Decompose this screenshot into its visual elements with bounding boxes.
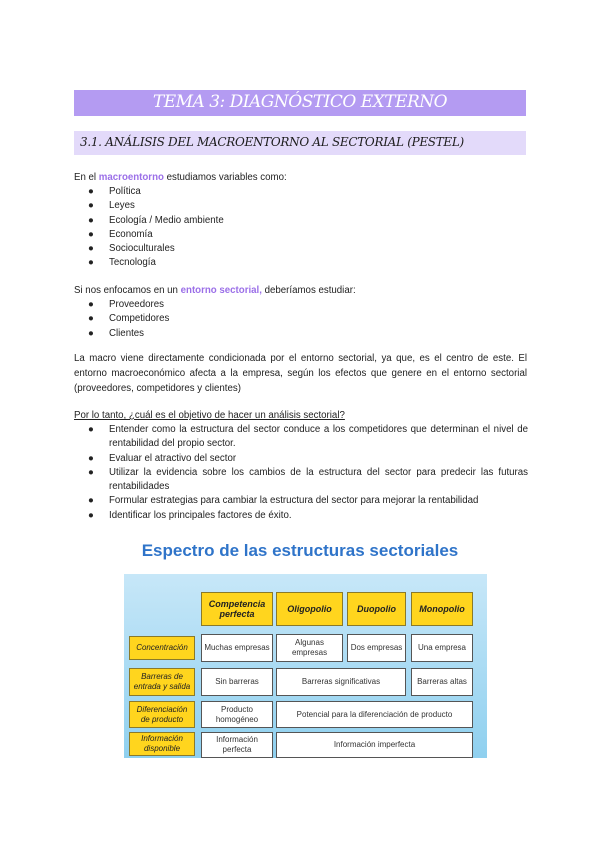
list-item: ● Entender como la estructura del sector conduce a los competidores que determinan el nivel de rentabilidad del propio sector. — [88, 424, 528, 450]
list-item: ● Competidores — [88, 312, 169, 326]
bullet-icon: ● — [88, 214, 94, 226]
bullet-icon: ● — [88, 452, 94, 464]
row-label-diferenciacion: Diferenciación de producto — [129, 701, 195, 728]
sector-list — [88, 298, 169, 341]
body-paragraph: La macro viene directamente condicionada por el entorno sectorial, ya que, es el centro de este. El entorno macroeconómico afecta a la empresa, según los efectos que genere en el entorno sectorial (proveedores, competidores y clientes) — [74, 353, 527, 394]
cell-barreras-altas: Barreras altas — [411, 668, 473, 696]
section-banner — [74, 131, 526, 155]
bullet-icon: ● — [88, 424, 94, 435]
list-item: ● Política — [88, 185, 224, 199]
cell-informacion-perfecta: Información perfecta — [201, 732, 273, 758]
list-item: ● Ecología / Medio ambiente — [88, 214, 224, 228]
row-label-informacion: Información disponible — [129, 732, 195, 756]
bullet-icon: ● — [88, 186, 94, 197]
page-title: TEMA 3: DIAGNÓSTICO EXTERNO — [152, 92, 448, 112]
header-competencia: Competencia perfecta — [201, 592, 273, 626]
section-title: 3.1. ANÁLISIS DEL MACROENTORNO AL SECTORIAL (PESTEL) — [80, 135, 464, 149]
bullet-icon: ● — [88, 509, 94, 521]
row-label-concentracion: Concentración — [129, 636, 195, 660]
list-item: ● Clientes — [88, 327, 169, 341]
list-item: ● Evaluar el atractivo del sector — [88, 452, 528, 466]
bullet-icon: ● — [88, 228, 94, 240]
objective-list — [88, 423, 528, 523]
list-item: ● Identificar los principales factores de éxito. — [88, 509, 528, 523]
cell-algunas-empresas: Algunas empresas — [276, 634, 343, 662]
bullet-icon: ● — [88, 257, 94, 269]
macro-list — [88, 185, 224, 271]
structures-figure — [124, 574, 487, 758]
bullet-icon: ● — [88, 313, 94, 325]
header-oligopolio: Oligopolio — [276, 592, 343, 626]
cell-informacion-imperfecta: Información imperfecta — [276, 732, 473, 758]
bullet-icon: ● — [88, 243, 94, 255]
cell-una-empresa: Una empresa — [411, 634, 473, 662]
list-item: ● Socioculturales — [88, 242, 224, 256]
list-item: ● Leyes — [88, 199, 224, 213]
row-label-barreras: Barreras de entrada y salida — [129, 668, 195, 696]
cell-producto-homogeneo: Producto homogéneo — [201, 701, 273, 728]
bullet-icon: ● — [88, 327, 94, 339]
bullet-icon: ● — [88, 200, 94, 212]
header-monopolio: Monopolio — [411, 592, 473, 626]
list-item: ● Tecnología — [88, 256, 224, 270]
list-item: ● Formular estrategias para cambiar la estructura del sector para mejorar la rentabilidad — [88, 494, 528, 508]
cell-sin-barreras: Sin barreras — [201, 668, 273, 696]
list-item: ● Economía — [88, 228, 224, 242]
cell-potencial-diferenciacion: Potencial para la diferenciación de producto — [276, 701, 473, 728]
bullet-icon: ● — [88, 299, 94, 310]
list-item: ● Proveedores — [88, 298, 169, 312]
cell-muchas-empresas: Muchas empresas — [201, 634, 273, 662]
list-item: ● Utilizar la evidencia sobre los cambios de la estructura del sector para predecir las futuras rentabilidades — [88, 466, 528, 493]
cell-dos-empresas: Dos empresas — [347, 634, 406, 662]
title-banner — [74, 90, 526, 116]
header-duopolio: Duopolio — [347, 592, 406, 626]
sector-highlight: entorno sectorial, — [180, 285, 262, 296]
macro-highlight: macroentorno — [98, 172, 164, 183]
sector-intro: Si nos enfocamos en un entorno sectorial, deberíamos estudiar: — [74, 285, 356, 296]
figure-title: Espectro de las estructuras sectoriales — [141, 541, 459, 560]
objective-question: Por lo tanto, ¿cuál es el objetivo de hacer un análisis sectorial? — [74, 410, 345, 421]
macro-intro: En el macroentorno estudiamos variables como: — [74, 172, 287, 183]
cell-barreras-significativas: Barreras significativas — [276, 668, 406, 696]
bullet-icon: ● — [88, 495, 94, 507]
bullet-icon: ● — [88, 466, 94, 478]
